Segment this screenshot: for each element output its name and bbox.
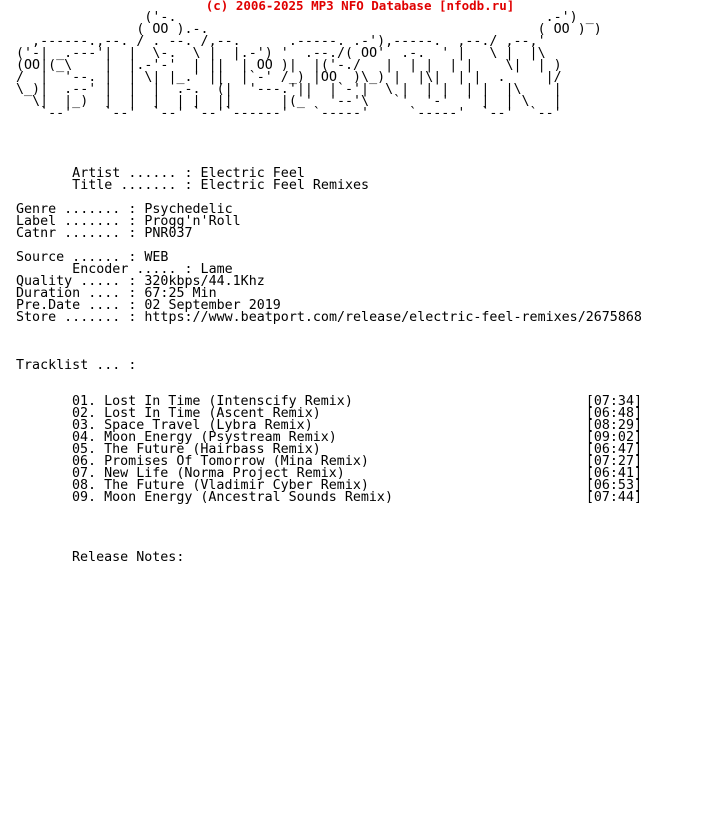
track-time: [07:34] (585, 394, 642, 409)
track-time: [07:44] (585, 490, 642, 505)
track-time: [06:53] (585, 478, 642, 493)
page-header[interactable]: (c) 2006-2025 MP3 NFO Database [nfodb.ru] (205, 0, 515, 13)
track-title: 03. Space Travel (Lybra Remix) (72, 418, 313, 433)
tracklist (72, 396, 642, 504)
track-time: [07:27] (585, 454, 642, 469)
track-time: [09:02] (585, 430, 642, 445)
nfo-text: ('-. .-') _ ( OO ).-. ( OO ) ) ,------.,--. / . --. /,--. .-----. .-'),-----. ,--./ ,--,' ('-| _.---'| | \-. \ | |.-') ' .--./( OO' .-. ' | \ | |\ (OO|(_\ | |.-'-' | || | OO )| |('-./ | | | | | \| | ) / | '--. | | \| |_.' || |`-' /_) |OO )\_) | |\| | | . |/ \_)| .--' | | | .-. (| '---.'|| |`-'| \ | | | | | |\ | \| |_) | | | | | || |(_' '--'\ `' '-' ' | | \ | `--' `--' `--' `--'`------' `-----' `-----' `--' `--' Artist ...... : Electric Feel Title ....... : Electric Feel Remixes Genre ....... : Psychedelic Label ....... : Progg'n'Roll Catnr ....... : PNR037 Source ...... : WEB Encoder ..... : Lame Quality ..... : 320kbps/44.1Khz Duration .... : 67:25 Min Pre.Date .... : 02 September 2019 Store ....... : https://www.beatport.com/release/electric-feel-remixes/2675868 Tracklist ... : (16, 10, 642, 373)
track-title: 07. New Life (Norma Project Remix) (72, 466, 345, 481)
release-notes-label: Release Notes: (72, 550, 185, 565)
track-title: 05. The Future (Hairbass Remix) (72, 442, 321, 457)
track-time: [06:47] (585, 442, 642, 457)
track-time: [08:29] (585, 418, 642, 433)
track-title: 04. Moon Energy (Psystream Remix) (72, 430, 337, 445)
track-title: 09. Moon Energy (Ancestral Sounds Remix) (72, 490, 393, 505)
track-time: [06:48] (585, 406, 642, 421)
track-row (72, 492, 642, 504)
track-title: 01. Lost In Time (Intenscify Remix) (72, 394, 353, 409)
track-title: 08. The Future (Vladimir Cyber Remix) (72, 478, 369, 493)
track-title: 02. Lost In Time (Ascent Remix) (72, 406, 321, 421)
track-time: [06:41] (585, 466, 642, 481)
track-title: 06. Promises Of Tomorrow (Mina Remix) (72, 454, 369, 469)
